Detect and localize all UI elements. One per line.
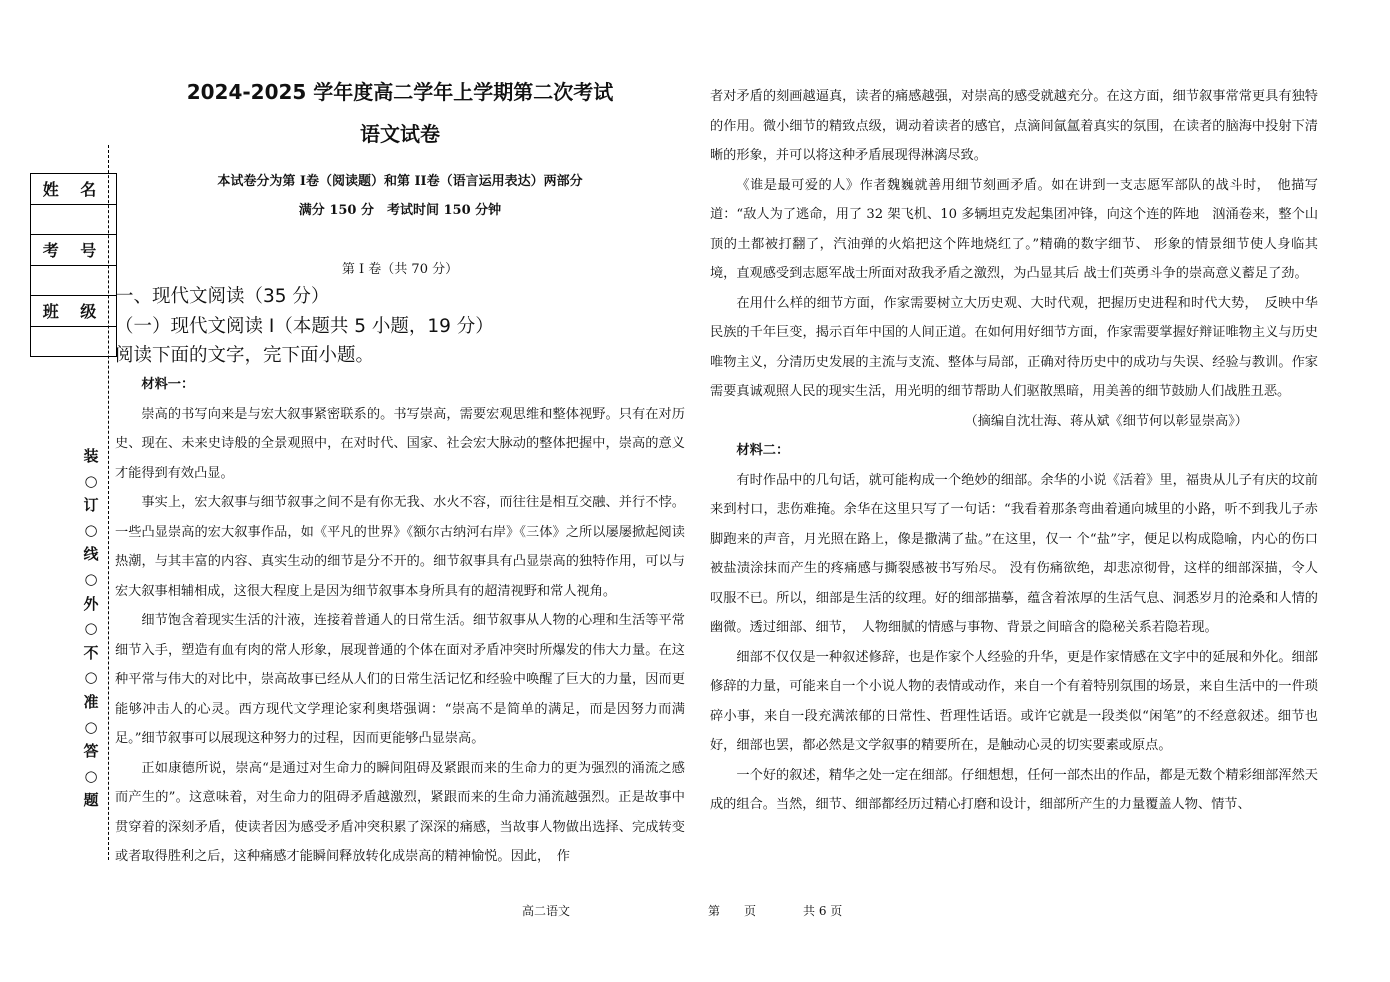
seal-char: ○ — [84, 471, 98, 490]
right-column — [710, 82, 1318, 820]
seal-char: ○ — [84, 619, 98, 638]
material1-paragraph: 崇高的书写向来是与宏大叙事紧密联系的。书写崇高，需要宏观思维和整体视野。只有在对历史、现在、未来史诗般的全景观照中，在对时代、国家、社会宏大脉动的整体把握中，崇高的意义才能得到有效凸显。 — [115, 406, 685, 481]
material2-paragraph: 一个好的叙述，精华之处一定在细部。仔细想想，任何一部杰出的作品，都是无数个精彩细部浑然天成的组合。当然，细节、细部都经历过精心打磨和设计，细部所产生的力量覆盖人物、情节、 — [710, 767, 1318, 812]
material1-paragraph: 《谁是最可爱的人》作者魏巍就善用细节刻画矛盾。如在讲到一支志愿军部队的战斗时， 他描写道：“敌人为了逃命，用了 32 架飞机、10 多辆坦克发起集团冲锋，向这个连的阵地 汹涌卷来，整个山顶的土都被打翻了，汽油弹的火焰把这个阵地烧红了。”精确的数字细节、 形象的情景细节使人身临其境，直观感受到志愿军战士所面对敌我矛盾之激烈，为凸显其后 战士们英勇斗争的崇高意义蓄足了劲。 — [710, 177, 1318, 281]
seal-char: 不 — [83, 643, 99, 662]
exam-title: 2024-2025 学年度高二学年上学期第二次考试 — [186, 80, 614, 104]
material1-source: （摘编自沈壮海、蒋从斌《细节何以彰显崇高》） — [964, 413, 1248, 429]
binding-line — [108, 145, 109, 860]
material1-paragraph: 在用什么样的细节方面，作家需要树立大历史观、大时代观，把握历史进程和时代大势， 反映中华民族的千年巨变，揭示百年中国的人间正道。在如何用好细节方面，作家需要掌握好辩证唯物主义与历史唯物主义，分清历史发展的主流与支流、整体与局部，正确对待历史中的成功与失误、经验与教训。作家需要真诚观照人民的现实生活，用光明的细节帮助人们驱散黑暗，用美善的细节鼓励人们战胜丑恶。 — [710, 295, 1318, 399]
footer-subject: 高二语文 — [522, 904, 571, 918]
name-label: 姓 名 — [31, 174, 117, 205]
seal-char: ○ — [84, 766, 98, 785]
left-column — [115, 370, 685, 872]
name-field[interactable] — [31, 204, 117, 235]
seal-char: 装 — [83, 447, 99, 465]
material2-paragraph: 细部不仅仅是一种叙述修辞，也是作家个人经验的升华，更是作家情感在文字中的延展和外化。细部修辞的力量，可能来自一个小说人物的表情或动作，来自一个有着特别氛围的场景，来自生活中的一件琐碎小事，来自一段充满浓郁的日常性、哲理性话语。或许它就是一段类似“闲笔”的不经意叙述。细节也好，细部也罢，都必然是文学叙事的精要所在，是触动心灵的切实要素或原点。 — [710, 649, 1318, 753]
seal-char: ○ — [84, 668, 98, 687]
seal-char: 题 — [83, 791, 99, 810]
footer-total: 共 6 页 — [803, 904, 843, 918]
exam-note: 本试卷分为第 I卷（阅读题）和第 II卷（语言运用表达）两部分 — [217, 174, 583, 189]
seal-char: 外 — [83, 594, 99, 613]
seal-char: 订 — [83, 496, 99, 515]
number-label: 考 号 — [31, 235, 117, 266]
exam-score-time: 满分 150 分 考试时间 150 分钟 — [298, 203, 502, 218]
seal-char: ○ — [84, 717, 98, 736]
seal-char: ○ — [84, 569, 98, 588]
material2-label: 材料二： — [736, 443, 790, 458]
material1-label: 材料一： — [141, 377, 195, 392]
class-field[interactable] — [31, 326, 117, 357]
material1-paragraph: 细节饱含着现实生活的汁液，连接着普通人的日常生活。细节叙事从人物的心理和生活等平常细节入手，塑造有血有肉的常人形象，展现普通的个体在面对矛盾冲突时所爆发的伟大力量。在这种平常与伟大的对比中，崇高故事已经从人们的日常生活记忆和经验中唤醒了巨大的力量，因而更能够冲击人的心灵。西方现代文学理论家利奥塔强调：“崇高不是简单的满足，而是因努力而满足。”细节叙事可以展现这种努力的过程，因而更能够凸显崇高。 — [115, 613, 685, 746]
part1-heading: 第 I 卷（共 70 分） — [341, 262, 459, 277]
seal-char: 准 — [83, 692, 99, 711]
exam-subtitle: 语文试卷 — [360, 122, 440, 146]
seal-char: 答 — [83, 742, 99, 761]
material1-paragraph: 正如康德所说，崇高“是通过对生命力的瞬间阻碍及紧跟而来的生命力的更为强烈的涌流之感而产生的”。这意味着，对生命力的阻碍矛盾越激烈，紧跟而来的生命力涌流越强烈。正是故事中贯穿着的深刻矛盾，使读者因为感受矛盾冲突积累了深深的痛感，当故事人物做出选择、完成转变或者取得胜利之后，这种痛感才能瞬间释放转化成崇高的精神愉悦。因此， 作 — [115, 760, 685, 864]
section1-heading: 一、现代文阅读（35 分） — [115, 286, 330, 307]
footer-page: 第 页 — [708, 904, 757, 918]
seal-warning — [80, 444, 102, 813]
number-field[interactable] — [31, 265, 117, 296]
material1-continued: 者对矛盾的刻画越逼真，读者的痛感越强，对崇高的感受就越充分。在这方面，细节叙事常常更具有独特的作用。微小细节的精致点级，调动着读者的感官，点滴间氤氲着真实的氛围，在读者的脑海中投射下清晰的形象，并可以将这种矛盾展现得淋漓尽致。 — [710, 89, 1318, 163]
section1-subheading: （一）现代文阅读 I（本题共 5 小题，19 分） — [115, 316, 494, 337]
student-info-box — [30, 173, 117, 357]
reading-instruction: 阅读下面的文字，完下面小题。 — [115, 345, 375, 366]
seal-char: 线 — [83, 545, 99, 564]
class-label: 班 级 — [31, 296, 117, 327]
material1-paragraph: 事实上，宏大叙事与细节叙事之间不是有你无我、水火不容，而往往是相互交融、并行不悖。一些凸显崇高的宏大叙事作品，如《平凡的世界》《额尔古纳河右岸》《三体》之所以屡屡掀起阅读热潮，与其丰富的内容、真实生动的细节是分不开的。细节叙事具有凸显崇高的独特作用，可以与宏大叙事相辅相成，这很大程度上是因为细节叙事本身所具有的超清视野和常人视角。 — [115, 495, 685, 599]
material2-paragraph: 有时作品中的几句话，就可能构成一个绝妙的细部。余华的小说《活着》里，福贵从儿子有庆的坟前来到村口，悲伤难掩。余华在这里只写了一句话：“我看着那条弯曲着通向城里的小路，听不到我儿子赤脚跑来的声音，月光照在路上，像是撒满了盐。”在这里，仅一 个“盐”字，便足以构成隐喻，内心的伤口被盐渍涂抹而产生的疼痛感与撕裂感被书写殆尽。 没有伤痛欲绝，却悲凉彻骨，这样的细部深描，令人叹服不已。所以，细部是生活的纹理。好的细部描摹，蕴含着浓厚的生活气息、洞悉岁月的沧桑和人情的幽微。透过细部、细节， 人物细腻的情感与事物、背景之间暗含的隐秘关系若隐若现。 — [710, 472, 1318, 635]
seal-char: ○ — [84, 520, 98, 539]
